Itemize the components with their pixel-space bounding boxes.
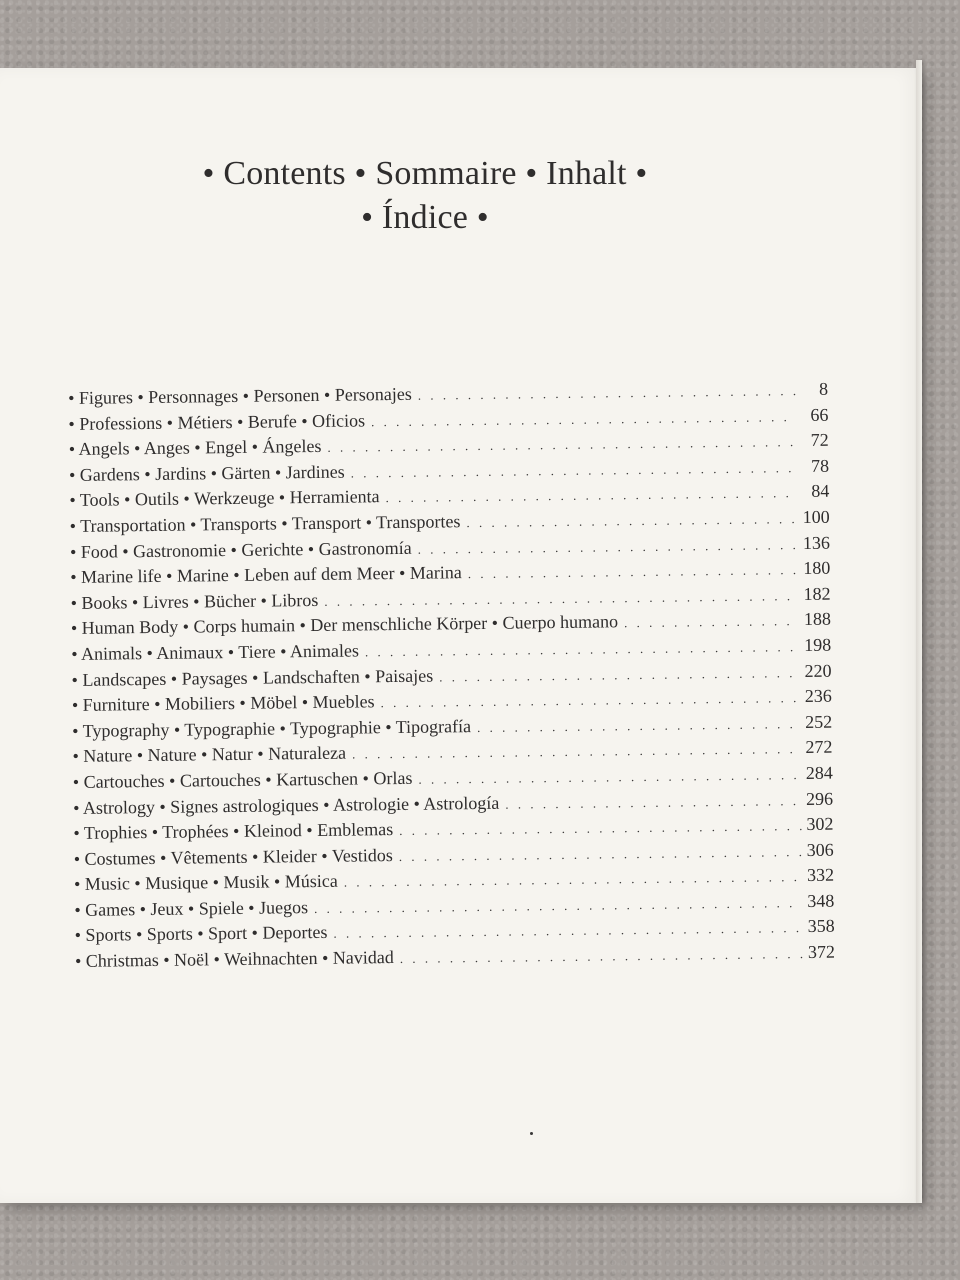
dot-leader (624, 613, 799, 631)
toc-entry-label: • Tools • Outils • Werkzeuge • Herramienta (69, 487, 385, 512)
dot-leader (439, 665, 800, 685)
toc-entry-label: • Professions • Métiers • Berufe • Oficios (68, 410, 371, 435)
toc-entry-page-number: 136 (802, 532, 831, 553)
page-dot (530, 1132, 533, 1135)
dot-leader (399, 844, 802, 865)
toc-entry-page-number: 272 (805, 737, 833, 758)
dot-leader (418, 537, 799, 558)
toc-entry-page-number: 358 (807, 916, 835, 937)
toc-entry-page-number: 198 (804, 634, 832, 655)
toc-entry-page-number: 188 (803, 609, 832, 630)
toc-entry-page-number: 8 (818, 378, 829, 399)
dot-leader (324, 588, 798, 610)
toc-entry-label: • Transportation • Transports • Transport • Transportes (70, 511, 467, 537)
title-line-2: • Índice • (361, 199, 489, 236)
toc-entry-label: • Landscapes • Paysages • Landschaften • Paisajes (71, 665, 439, 690)
dot-leader (468, 562, 799, 582)
toc-entry-page-number: 84 (811, 481, 830, 502)
toc-entry-page-number: 332 (806, 864, 835, 886)
dot-leader (477, 716, 800, 736)
toc-entry-page-number: 72 (810, 429, 829, 451)
dot-leader (399, 818, 801, 839)
toc-entry-label: • Cartouches • Cartouches • Kartuschen • Orlas (73, 768, 419, 793)
toc-entry-label: • Costumes • Vêtements • Kleider • Vestidos (74, 845, 399, 870)
toc-entry-label: • Trophies • Trophées • Kleinod • Emblemas (73, 819, 399, 844)
dot-leader (344, 869, 802, 891)
dot-leader (386, 485, 798, 506)
toc-entry-label: • Music • Musique • Musik • Música (74, 871, 344, 895)
dot-leader (314, 895, 802, 917)
toc-entry-page-number: 100 (802, 506, 830, 528)
toc-entry-label: • Animals • Animaux • Tiere • Animales (71, 640, 365, 665)
toc-entry-label: • Human Body • Corps humain • Der menschliche Körper • Cuerpo humano (71, 612, 624, 640)
toc-entry-label: • Astrology • Signes astrologiques • Astrologie • Astrología (73, 792, 505, 818)
dot-leader (352, 741, 801, 762)
dot-leader (418, 383, 796, 404)
toc-entry-label: • Marine life • Marine • Leben auf dem Meer • Marina (70, 562, 468, 588)
toc-entry-label: • Books • Livres • Bücher • Libros (71, 590, 325, 614)
toc-entry-label: • Food • Gastronomie • Gerichte • Gastronomía (70, 537, 418, 562)
dot-leader (380, 690, 799, 711)
toc-entry-page-number: 306 (806, 839, 834, 860)
toc-entry-page-number: 78 (810, 455, 830, 476)
toc-entry-label: • Angels • Anges • Engel • Ángeles (69, 436, 328, 460)
dot-leader (371, 409, 796, 430)
dot-leader (351, 460, 798, 481)
dot-leader (327, 434, 796, 456)
toc-entry-page-number: 296 (805, 788, 834, 809)
toc-entry-page-number: 236 (804, 685, 832, 707)
toc-entry-label: • Christmas • Noël • Weihnachten • Navidad (75, 947, 400, 972)
dot-leader (365, 639, 799, 660)
page-title (0, 152, 850, 240)
dot-leader (418, 767, 801, 788)
toc-entry-page-number: 182 (803, 583, 831, 604)
toc-entry-page-number: 180 (803, 557, 831, 579)
toc-entry-label: • Nature • Nature • Natur • Naturaleza (72, 743, 352, 767)
toc-entry-page-number: 220 (804, 660, 832, 681)
toc-entry-page-number: 348 (807, 890, 835, 911)
toc-entry-label: • Figures • Personnages • Personen • Personajes (68, 384, 418, 409)
dot-leader (505, 793, 801, 813)
toc-entry-label: • Furniture • Mobiliers • Möbel • Muebles (72, 691, 381, 716)
toc-entry-page-number: 252 (805, 711, 833, 732)
toc-entry-label: • Typography • Typographie • Typographie • Tipografía (72, 716, 477, 742)
toc-entry-page-number: 302 (806, 813, 834, 835)
dot-leader (333, 921, 802, 943)
toc-entry-label: • Sports • Sports • Sport • Deportes (75, 922, 334, 946)
toc-entry-page-number: 372 (807, 941, 836, 963)
toc-entry-label: • Games • Jeux • Spiele • Juegos (74, 897, 314, 921)
page-edge (916, 60, 922, 1203)
toc-entry-label: • Gardens • Jardins • Gärten • Jardines (69, 461, 351, 485)
dot-leader (466, 511, 797, 531)
dot-leader (400, 946, 803, 967)
table-of-contents (68, 379, 835, 977)
toc-entry-page-number: 66 (810, 404, 829, 425)
toc-entry-page-number: 284 (805, 762, 833, 783)
title-line-1: • Contents • Sommaire • Inhalt • (202, 155, 648, 192)
